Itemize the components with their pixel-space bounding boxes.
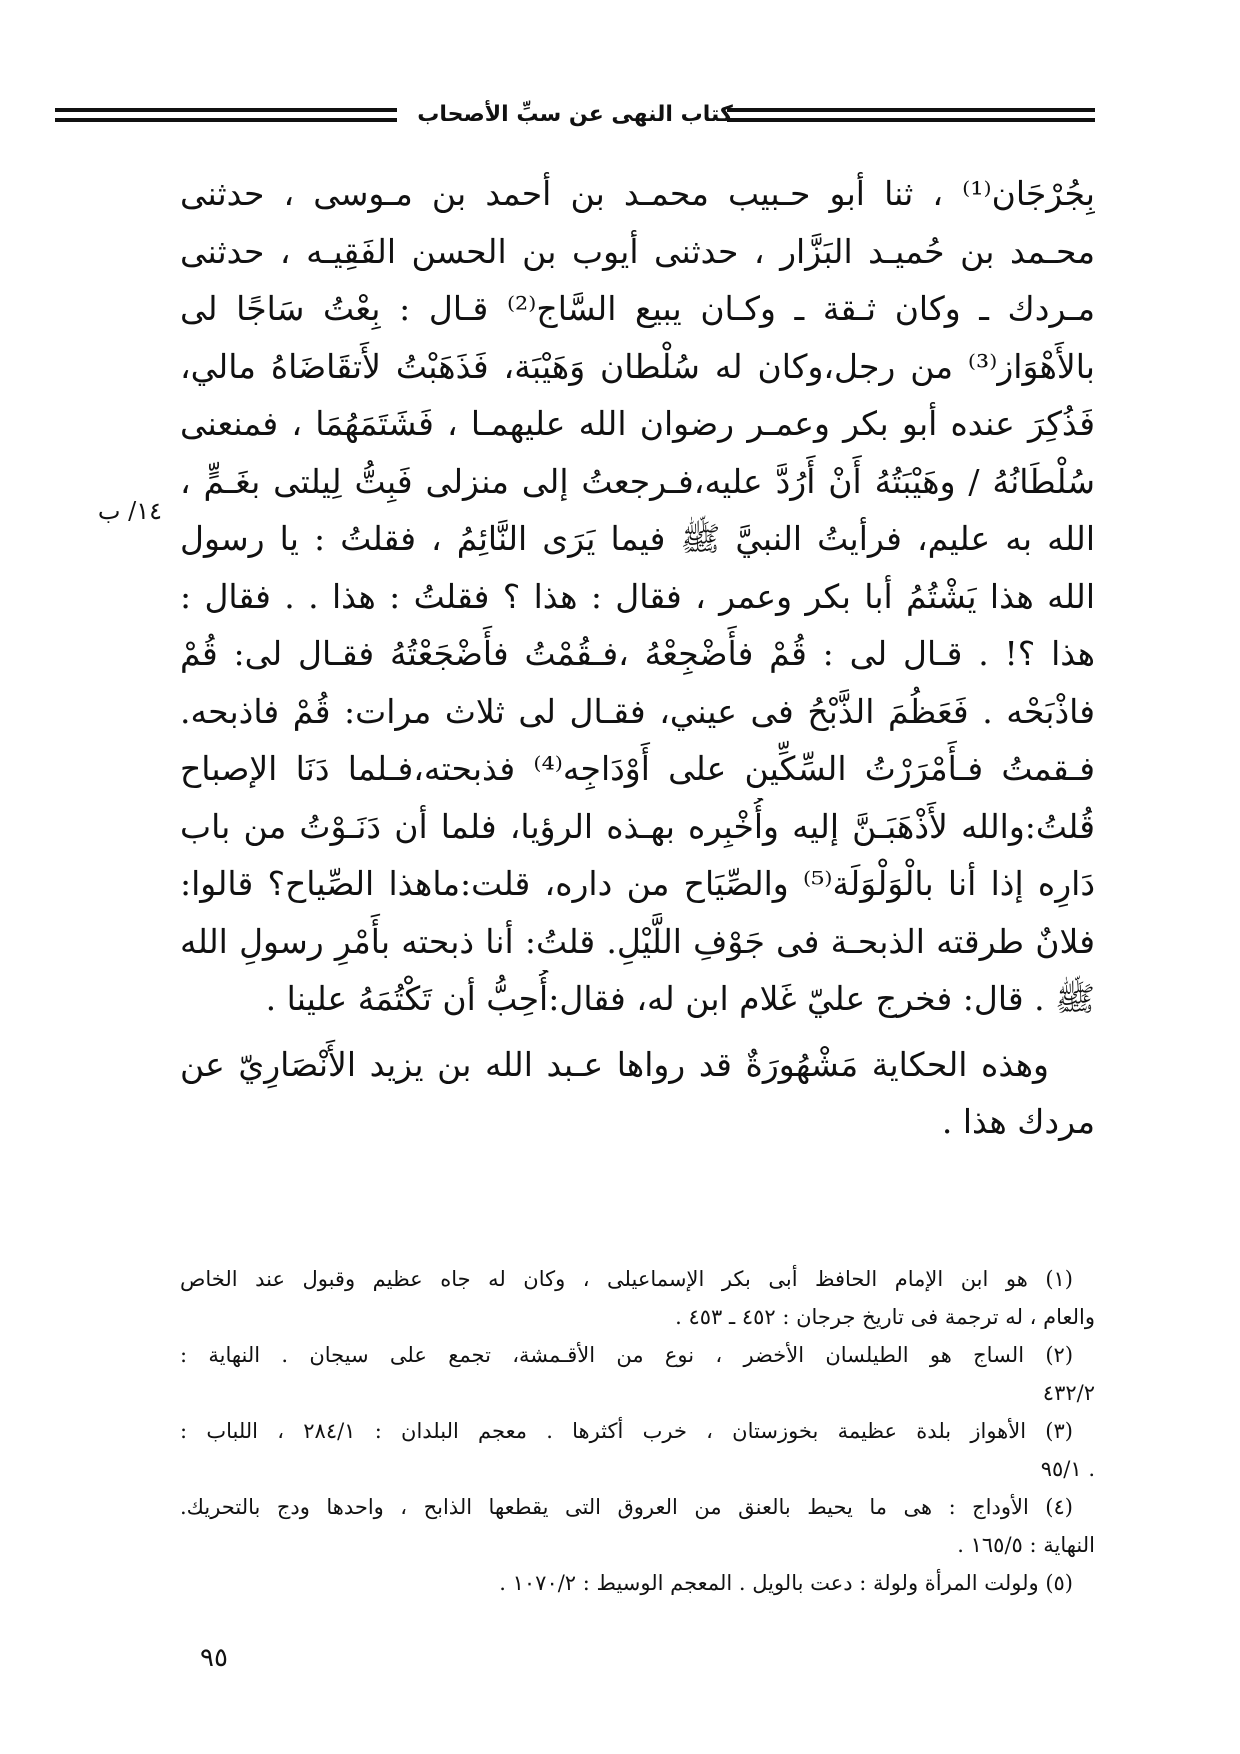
main-text — [180, 165, 1095, 1151]
text-line: بالأَهْوَاز⁽³⁾ من رجل،وكان له سُلْطان وَهَيْبَة، فَذَهَبْتُ لأَتقَاضَاهُ مالي، — [180, 346, 1095, 386]
text-line: مردك هذا . — [941, 1102, 1095, 1141]
footnote-3-line: . ٩٥/١ — [1040, 1457, 1095, 1481]
text-line: الله هذا يَشْتُمُ أبا بكر وعمر ، فقال : هذا ؟ فقلتُ : هذا . . فقال : — [180, 576, 1095, 616]
text-line: بِجُرْجَان⁽¹⁾ ، ثنا أبو حـبيب محمـد بن أحمد بن مـوسى ، حدثنى — [180, 174, 1095, 213]
text-line: فلانٌ طرقته الذبحـة فى جَوْفِ اللَّيْلِ. قلتُ: أنا ذبحته بأَمْرِ رسولِ الله — [180, 921, 1095, 961]
footnote-2-line: ٤٣٢/٢ — [1042, 1381, 1095, 1405]
footnote-4-line: النهاية : ١٦٥/٥ . — [957, 1533, 1095, 1557]
text-line: محـمد بن حُميـد البَزَّار ، حدثنى أيوب بن الحسن الفَقِيـه ، حدثنى — [180, 231, 1095, 271]
text-line: فـقمتُ فـأَمْرَرْتُ السِّكِّين على أَوْدَاجِه⁽⁴⁾ فذبحته،فـلما دَنَا الإصباح — [180, 749, 1095, 788]
header-title: كتاب النهى عن سبِّ الأصحاب — [417, 102, 733, 127]
footnote-1-line: (١) هو ابن الإمام الحافظ أبى بكر الإسماعيلى ، وكان له جاه عظيم وقبول عند الخاص — [180, 1267, 1073, 1291]
footnote-5-line: (٥) ولولت المرأة ولولة : دعت بالويل . المعجم الوسيط : ١٠٧٠/٢ . — [499, 1571, 1073, 1595]
text-line: فاذْبَحْه . فَعَظُمَ الذَّبْحُ فى عيني، فقـال لى ثلاث مرات: قُمْ فاذبحه. — [180, 691, 1095, 731]
text-line: وهذه الحكاية مَشْهُورَةٌ قد رواها عـبد الله بن يزيد الأَنْصَارِيّ عن — [180, 1044, 1049, 1084]
text-line: الله به عليم، فرأيتُ النبيَّ ﷺ فيما يَرَى النَّائِمُ ، فقلتُ : يا رسول — [180, 519, 1095, 558]
text-line: مـردك ـ وكان ثـقة ـ وكـان يبيع السَّاج⁽²⁾ قـال : بِعْتُ سَاجًا لى — [180, 289, 1095, 328]
footnote-4-line: (٤) الأوداج : هى ما يحيط بالعنق من العروق التى يقطعها الذابح ، واحدها ودج بالتحريك. — [180, 1495, 1073, 1519]
text-line: دَارِه إذا أنا بالْوَلْوَلَة⁽⁵⁾ والصِّيَاح من داره، قلت:ماهذا الصِّياح؟ قالوا: — [180, 864, 1095, 903]
text-line: فَذُكِرَ عنده أبو بكر وعمـر رضوان الله عليهمـا ، فَشَتَمَهُمَا ، فمنعنى — [180, 404, 1095, 443]
footnote-3-line: (٣) الأهواز بلدة عظيمة بخوزستان ، خرب أكثرها . معجم البلدان : ٢٨٤/١ ، اللباب : — [180, 1419, 1073, 1443]
text-line: هذا ؟! . قـال لى : قُمْ فأَضْجِعْهُ ،فـقُمْتُ فأَضْجَعْتُهُ فقـال لى: قُمْ — [180, 634, 1095, 673]
footnote-2-line: (٢) الساج هو الطيلسان الأخضر ، نوع من الأقـمشة، تجمع على سيجان . النهاية : — [180, 1343, 1074, 1367]
running-header — [55, 100, 1095, 130]
footnotes — [180, 1260, 1095, 1602]
text-line: قُلتُ:والله لأَذْهَبَـنَّ إليه وأُخْبِره بهـذه الرؤيا، فلما أن دَنَـوْتُ من باب — [180, 806, 1095, 846]
text-line: ﷺ . قال: فخرج عليّ غَلام ابن له، فقال:أُحِبُّ أن تَكْتُمَهُ علينا . — [265, 979, 1095, 1018]
page-number: ٩٥ — [200, 1643, 228, 1673]
text-line: سُلْطَانُهُ / وهَيْبَتُهُ أَنْ أَرُدَّ عليه،فـرجعتُ إلى منزلى فَبِتُّ لِيلتى بغَـمٍّ ، — [180, 461, 1095, 501]
manuscript-folio-note: ١٤/ ب — [97, 497, 162, 525]
footnote-1-line: والعام ، له ترجمة فى تاريخ جرجان : ٤٥٢ ـ ٤٥٣ . — [675, 1305, 1095, 1329]
